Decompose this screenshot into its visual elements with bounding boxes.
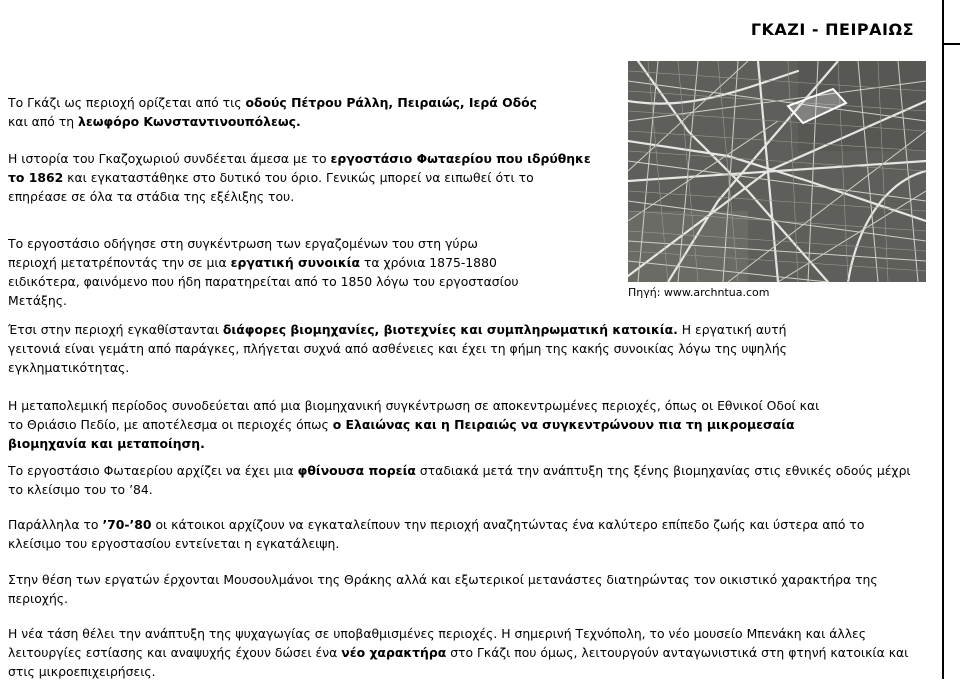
area-map — [628, 61, 926, 282]
paragraph-new-trend: Η νέα τάση θέλει την ανάπτυξη της ψυχαγωγίας σε υποβαθμισμένες περιοχές. Η σημερινή Τεχνόπολη, το νέο μουσείο Μπενάκη και άλλες λειτουργίες εστίασης και αναψυχής έχουν δώσει ένα νέο χαρακτήρα στο Γκάζι που όμως, λειτουργούν ανταγωνιστικά στη φτηνή κατοικία και στις μικροεπιχειρήσεις. — [8, 626, 909, 679]
paragraph-immigrants: Στην θέση των εργατών έρχονται Μουσουλμάνοι της Θράκης αλλά και εξωτερικοί μετανάστες διατηρώντας τον οικιστικό χαρακτήρα της περιοχής. — [8, 572, 878, 606]
paragraph-industries: Έτσι στην περιοχή εγκαθίστανται διάφορες βιομηχανίες, βιοτεχνίες και συμπληρωματική κατοικία. Η εργατική αυτή γειτονιά είναι γεμάτη από παράγκες, πλήγεται συχνά από ασθένειες και έχει τη φήμη της κακής συνοικίας λόγω της υψηλής εγκληματικότητας. — [8, 322, 787, 375]
header-tick — [944, 43, 960, 45]
figure-caption: Πηγή: www.archntua.com — [628, 286, 770, 299]
paragraph-decline: Το εργοστάσιο Φωταερίου αρχίζει να έχει μια φθίνουσα πορεία σταδιακά μετά την ανάπτυξη της ξένης βιομηχανίας στις εθνικές οδούς μέχρι το κλείσιμο του το ’84. — [8, 463, 911, 497]
street-map-image — [628, 61, 926, 282]
page-title: ΓΚΑΖΙ - ΠΕΙΡΑΙΩΣ — [750, 20, 914, 39]
paragraph-postwar: Η μεταπολεμική περίοδος συνοδεύεται από μια βιομηχανική συγκέντρωση σε αποκεντρωμένες περιοχές, όπως οι Εθνικοί Οδοί και το Θριάσιο Πεδίο, με αποτέλεσμα οι περιοχές όπως ο Ελαιώνας και η Πειραιώς να συγκεντρώνουν πια τη μικρομεσαία βιομηχανία και μεταποίηση. — [8, 398, 820, 451]
paragraph-workers-district: Το εργοστάσιο οδήγησε στη συγκέντρωση των εργαζομένων του στη γύρω περιοχή μετατρέποντάς την σε μια εργατική συνοικία τα χρόνια 1875-1880 ειδικότερα, φαινόμενο που ήδη παρατηρείται από το 1850 λόγω του εργοστασίου Μετάξης. — [8, 236, 519, 308]
paragraph-abandonment: Παράλληλα το ’70-’80 οι κάτοικοι αρχίζουν να εγκαταλείπουν την περιοχή αναζητώντας ένα καλύτερο επίπεδο ζωής και ύστερα από το κλείσιμο του εργοστασίου εντείνεται η εγκατάλειψη. — [8, 517, 865, 551]
paragraph-boundaries: Το Γκάζι ως περιοχή ορίζεται από τις οδούς Πέτρου Ράλλη, Πειραιώς, Ιερά Οδός και από τη λεωφόρο Κωνσταντινουπόλεως. — [8, 95, 537, 129]
vertical-rule — [942, 0, 944, 679]
paragraph-history: Η ιστορία του Γκαζοχωριού συνδέεται άμεσα με το εργοστάσιο Φωταερίου που ιδρύθηκε το 1862 και εγκαταστάθηκε στο δυτικό του όριο. Γενικώς μπορεί να ειπωθεί ότι το επηρέασε σε όλα τα στάδια της εξέλιξης του. — [8, 151, 591, 204]
